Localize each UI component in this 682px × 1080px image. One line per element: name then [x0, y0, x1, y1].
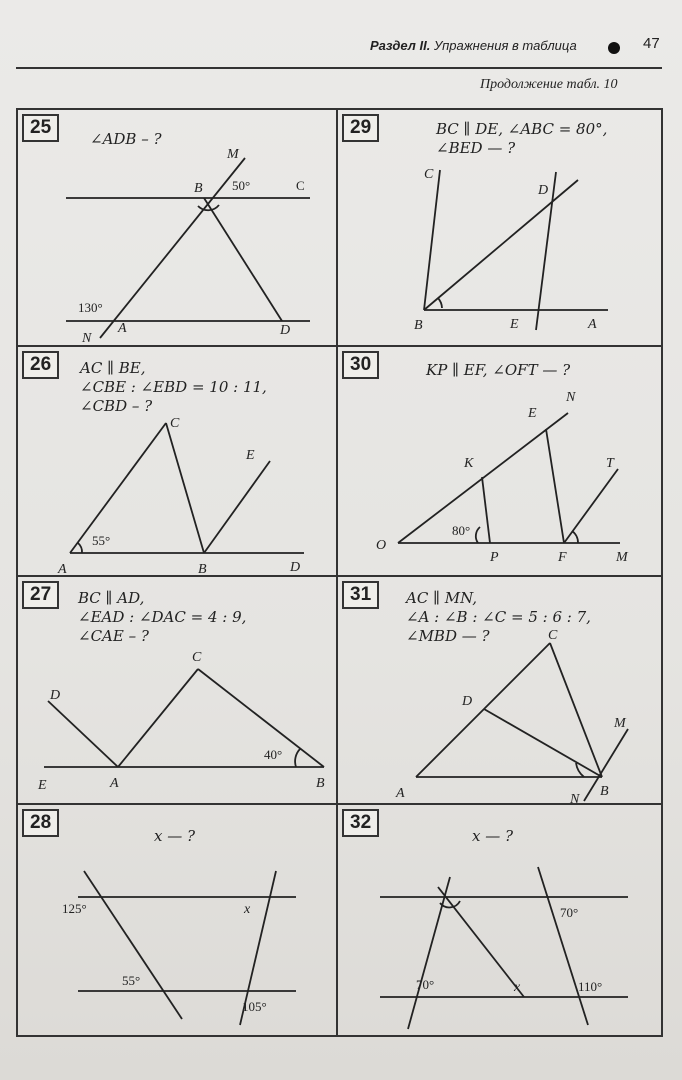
label-x: x — [244, 902, 251, 917]
label-P: P — [490, 550, 499, 565]
label-E: E — [528, 406, 537, 421]
angle-110: 110° — [578, 979, 603, 994]
problem-condition: BC ∥ AD, ∠EAD : ∠DAC = 4 : 9, ∠CAE – ? — [78, 589, 247, 645]
page-number: 47 — [643, 35, 660, 52]
label-B: B — [600, 784, 609, 799]
angle-125: 125° — [62, 901, 87, 916]
label-N: N — [82, 331, 92, 346]
label-B: B — [198, 562, 207, 577]
problem-number: 28 — [22, 809, 59, 837]
figure-31 — [338, 577, 661, 805]
angle-55: 55° — [122, 973, 141, 988]
problem-25 — [18, 110, 338, 347]
figure-25 — [18, 110, 338, 347]
label-T: T — [606, 456, 614, 471]
problem-number: 32 — [342, 809, 379, 837]
label-C: C — [192, 650, 202, 665]
label-A: A — [110, 776, 119, 791]
label-O: O — [376, 538, 387, 553]
problem-condition: x — ? — [472, 827, 514, 845]
label-F: F — [558, 550, 567, 565]
label-N: N — [570, 792, 580, 807]
figure-29 — [338, 110, 661, 347]
figure-27 — [18, 577, 338, 805]
label-E: E — [510, 317, 519, 332]
label-D: D — [290, 560, 301, 575]
label-A: A — [396, 786, 405, 801]
label-B: B — [316, 776, 325, 791]
figure-32 — [338, 805, 661, 1035]
problem-number: 30 — [342, 351, 379, 379]
label-B: B — [194, 181, 203, 196]
label-D: D — [462, 694, 473, 709]
angle-70-bottom: 70° — [416, 977, 435, 992]
problem-number: 26 — [22, 351, 59, 379]
angle-40: 40° — [264, 747, 283, 762]
problem-condition: BC ∥ DE, ∠ABC = 80°, ∠BED — ? — [436, 120, 608, 157]
label-C: C — [296, 178, 305, 193]
running-header — [370, 35, 670, 53]
header-rule — [16, 67, 662, 69]
section-label: Раздел II. — [370, 38, 431, 53]
label-D: D — [538, 183, 549, 198]
problem-number: 25 — [22, 114, 59, 142]
figure-26 — [18, 347, 338, 577]
label-A: A — [588, 317, 597, 332]
angle-50: 50° — [232, 178, 251, 193]
problem-condition: x — ? — [154, 827, 196, 845]
label-B: B — [414, 318, 423, 333]
label-E: E — [38, 778, 47, 793]
angle-55: 55° — [92, 533, 111, 548]
problem-number: 27 — [22, 581, 59, 609]
label-A: A — [58, 562, 67, 577]
angle-105: 105° — [242, 999, 267, 1014]
label-C: C — [548, 628, 558, 643]
problem-number: 29 — [342, 114, 379, 142]
problem-31 — [338, 577, 661, 805]
label-D: D — [50, 688, 61, 703]
label-M: M — [616, 550, 628, 565]
label-C: C — [170, 416, 180, 431]
label-x: x — [514, 980, 521, 995]
label-K: K — [464, 456, 474, 471]
label-A: A — [118, 321, 127, 336]
problem-32 — [338, 805, 661, 1035]
label-M: M — [614, 716, 626, 731]
problem-29 — [338, 110, 661, 347]
problem-26 — [18, 347, 338, 577]
label-E: E — [246, 448, 255, 463]
problem-30 — [338, 347, 661, 577]
problem-number: 31 — [342, 581, 379, 609]
problem-condition: AC ∥ MN, ∠A : ∠B : ∠C = 5 : 6 : 7, ∠MBD — ? — [406, 589, 591, 645]
label-D: D — [280, 323, 291, 338]
angle-130: 130° — [78, 300, 103, 315]
label-C: C — [424, 167, 434, 182]
redaction-dot — [608, 42, 620, 54]
figure-30 — [338, 347, 661, 577]
label-M: M — [227, 147, 239, 162]
problem-condition: KP ∥ EF, ∠OFT — ? — [426, 361, 571, 379]
problem-condition: AC ∥ BE, ∠CBE : ∠EBD = 10 : 11, ∠CBD – ? — [80, 359, 267, 415]
problem-condition: ∠ADB – ? — [90, 130, 162, 148]
angle-80: 80° — [452, 523, 471, 538]
problem-28 — [18, 805, 338, 1035]
label-N: N — [566, 390, 576, 405]
problems-table — [16, 108, 663, 1037]
section-title: Упражнения в таблица — [433, 38, 577, 53]
problem-27 — [18, 577, 338, 805]
table-continuation-label: Продолжение табл. 10 — [480, 77, 618, 92]
angle-70-top: 70° — [560, 905, 579, 920]
figure-28 — [18, 805, 338, 1035]
